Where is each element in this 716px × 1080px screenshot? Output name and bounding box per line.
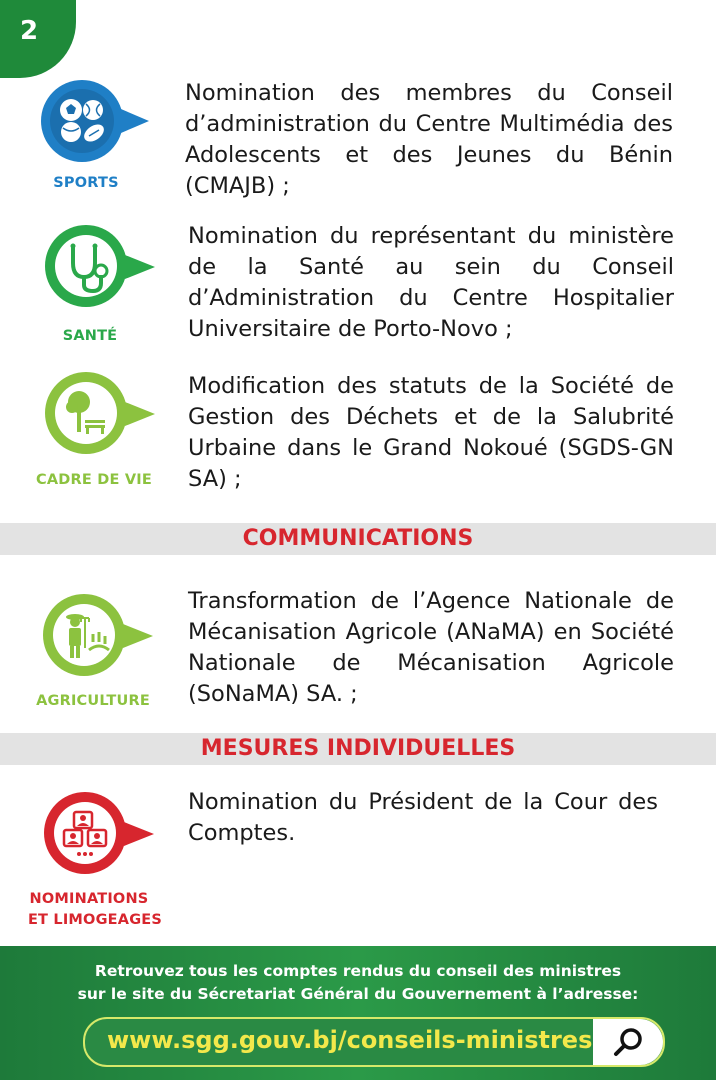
category-label: SANTÉ <box>62 328 118 344</box>
category-label: CADRE DE VIE <box>36 472 152 488</box>
section-title: MESURES INDIVIDUELLES <box>200 736 516 761</box>
category-label-line1: NOMINATIONS <box>29 891 149 907</box>
footer-line-1: Retrouvez tous les comptes rendus du conseil des ministres <box>94 962 622 980</box>
search-icon <box>613 1027 645 1057</box>
item-text: Modification des statuts de la Société de Gestion des Déchets et de la Salubrité Urbaine dans le Grand Nokoué (SGDS-GN SA) ; <box>188 373 674 492</box>
page-number: 2 <box>20 16 39 46</box>
stethoscope-icon <box>53 233 119 299</box>
item-text: Nomination du Président de la Cour des Comptes. <box>188 789 658 846</box>
footer-line-2: sur le site du Sécretariat Général du Gouvernement à l’adresse: <box>77 985 639 1003</box>
people-chat-icon <box>52 800 118 866</box>
url-search-bar[interactable] <box>83 1017 665 1067</box>
farmer-icon <box>51 602 117 668</box>
section-header-mesures-individuelles <box>0 733 716 765</box>
item-text: Nomination des membres du Conseil d’administration du Centre Multimédia des Adolescents et des Jeunes du Bénin (CMAJB) ; <box>185 80 673 199</box>
url-link[interactable]: www.sgg.gouv.bj/conseils-ministres <box>107 1026 593 1054</box>
item-text: Nomination du représentant du ministère de la Santé au sein du Conseil d’Administration du Centre Hospitalier Universitaire de Porto-Novo ; <box>188 223 674 342</box>
search-button[interactable] <box>593 1019 663 1065</box>
tree-bench-icon <box>53 380 119 446</box>
item-text: Transformation de l’Agence Nationale de Mécanisation Agricole (ANaMA) en Société Nationale de Mécanisation Agricole (SoNaMA) SA. ; <box>188 588 674 707</box>
category-label-line2: ET LIMOGEAGES <box>27 912 163 928</box>
sports-balls-icon <box>48 87 116 155</box>
section-header-communications <box>0 523 716 555</box>
category-label: AGRICULTURE <box>36 693 150 709</box>
section-title: COMMUNICATIONS <box>242 526 474 551</box>
category-label: SPORTS <box>53 175 119 191</box>
